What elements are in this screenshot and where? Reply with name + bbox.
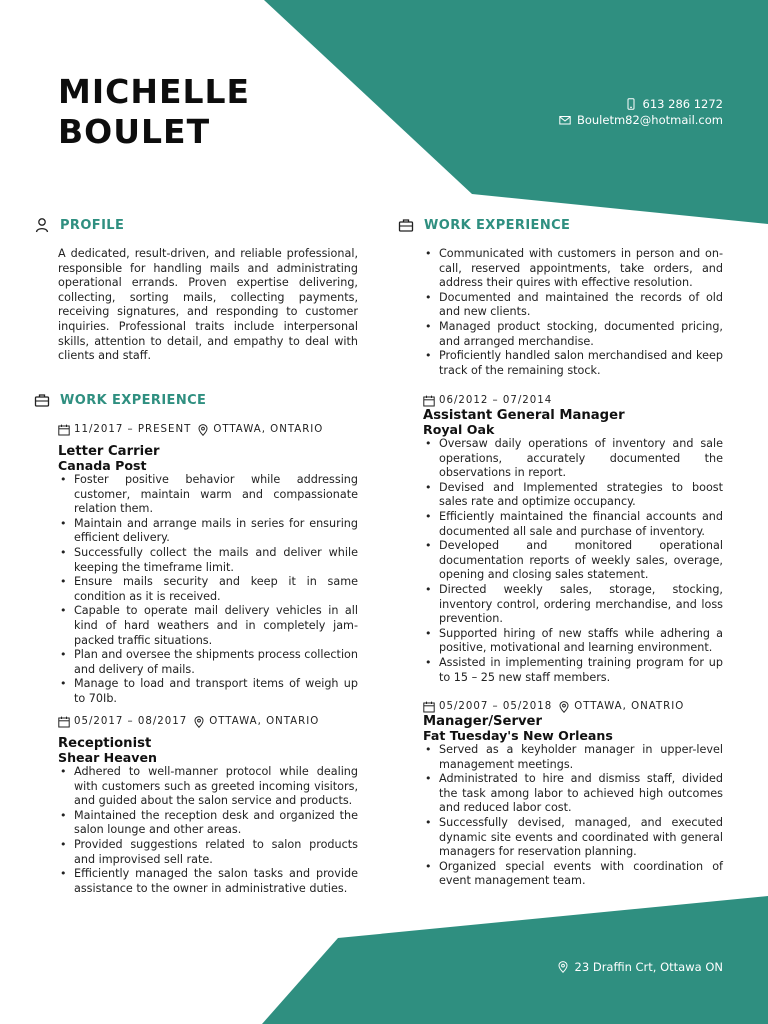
list-item: • Adhered to well-manner protocol while dealing with customers such as greeted incoming visitors, and guided about the salon service and products. — [58, 765, 358, 809]
list-item: • Assisted in implementing training program for up to 15 – 25 new staff members. — [423, 656, 723, 685]
profile-summary: A dedicated, result-driven, and reliable professional, responsible for handling mails and administrating operational errands. Proven expertise delivering, collecting, sorting mails, collecting payments, receiving signatures, and responding to customer inquiries. Professional traits include interpersonal skills, attention to detail, and empathy to deal with clients and staff. — [58, 247, 358, 363]
calendar-icon — [58, 716, 70, 728]
job-manager-server — [423, 699, 723, 889]
list-item: • Provided suggestions related to salon products and improvised sell rate. — [58, 838, 358, 867]
list-item: • Successfully devised, managed, and executed dynamic site events and coordinated with general managers for reservation planning. — [423, 816, 723, 860]
job-meta — [58, 714, 358, 729]
work-experience-heading-left — [34, 392, 206, 408]
job-location — [193, 716, 319, 728]
job-receptionist — [58, 714, 358, 896]
contact-info — [463, 96, 723, 128]
job-assistant-general-manager — [423, 393, 723, 685]
footer-address — [557, 960, 723, 974]
job-location — [197, 424, 323, 436]
job-meta — [58, 422, 358, 437]
list-item: • Administrated to hire and dismiss staff, divided the task among labor to achieved high outcomes and reduced labor cost. — [423, 772, 723, 816]
briefcase-icon — [398, 217, 414, 233]
work-experience-title-right: WORK EXPERIENCE — [424, 217, 571, 233]
calendar-icon — [423, 701, 435, 713]
email-row — [463, 112, 723, 128]
list-item: • Capable to operate mail delivery vehicles in all kind of hard weathers and in completely jam-packed traffic situations. — [58, 604, 358, 648]
work-experience-heading-right — [398, 217, 570, 233]
phone-icon — [625, 98, 637, 110]
last-name: BOULET — [58, 112, 211, 151]
job-dates: 05/2017 – 08/2017 — [74, 716, 188, 727]
job-dates: 06/2012 – 07/2014 — [439, 395, 553, 406]
list-item: • Foster positive behavior while addressing customer, maintain warm and compassionate relation them. — [58, 473, 358, 517]
job-bullets — [58, 473, 358, 707]
job-bullets — [423, 437, 723, 685]
company-name: Canada Post — [58, 458, 147, 473]
job-bullets — [423, 743, 723, 889]
location-pin-icon — [558, 701, 570, 713]
job-title: Assistant General Manager — [423, 408, 625, 423]
list-item: • Maintain and arrange mails in series for ensuring efficient delivery. — [58, 517, 358, 546]
job-dates: 05/2007 – 05/2018 — [439, 701, 553, 712]
phone-number[interactable]: 613 286 1272 — [642, 97, 723, 111]
list-item: • Devised and Implemented strategies to boost sales rate and optimize occupancy. — [423, 481, 723, 510]
job-location-text: OTTAWA, ONTARIO — [209, 716, 320, 727]
job-location-text: OTTAWA, ONTARIO — [213, 424, 324, 435]
location-pin-icon — [193, 716, 205, 728]
job-letter-carrier — [58, 422, 358, 707]
list-item: • Oversaw daily operations of inventory and sale operations, accurately documented the observations in report. — [423, 437, 723, 481]
person-icon — [34, 217, 50, 233]
list-item: • Directed weekly sales, storage, stocking, inventory control, ordering merchandise, and loss prevention. — [423, 583, 723, 627]
list-item: • Managed product stocking, documented pricing, and arranged merchandise. — [423, 320, 723, 349]
list-item: • Successfully collect the mails and deliver while keeping the timeframe limit. — [58, 546, 358, 575]
list-item: • Documented and maintained the records of old and new clients. — [423, 291, 723, 320]
first-name: MICHELLE — [58, 72, 251, 111]
job-title: Receptionist — [58, 736, 152, 751]
job-meta — [423, 393, 723, 408]
list-item: • Plan and oversee the shipments process collection and delivery of mails. — [58, 648, 358, 677]
email-icon — [559, 114, 571, 126]
job-title: Manager/Server — [423, 714, 543, 729]
work-experience-title-left: WORK EXPERIENCE — [60, 392, 207, 408]
location-pin-icon — [557, 961, 569, 973]
phone-row — [463, 96, 723, 112]
job-dates: 11/2017 – PRESENT — [74, 424, 192, 435]
profile-title: PROFILE — [60, 217, 125, 233]
address-text: 23 Draffin Crt, Ottawa ON — [574, 960, 723, 974]
company-name: Shear Heaven — [58, 750, 157, 765]
job-bullets — [58, 765, 358, 896]
list-item: • Developed and monitored operational documentation reports of weekly sales, overage, opening and closing sales statement. — [423, 539, 723, 583]
profile-heading — [34, 217, 124, 233]
list-item: • Proficiently handled salon merchandised and keep track of the remaining stock. — [423, 349, 723, 378]
list-item: • Maintained the reception desk and organized the salon lounge and other areas. — [58, 809, 358, 838]
company-name: Royal Oak — [423, 422, 495, 437]
list-item: • Efficiently maintained the financial accounts and documented all sale and purchase of inventory. — [423, 510, 723, 539]
list-item: • Ensure mails security and keep it in same condition as it is received. — [58, 575, 358, 604]
briefcase-icon — [34, 392, 50, 408]
job-meta — [423, 699, 723, 714]
continued-bullets — [423, 247, 723, 378]
list-item: • Efficiently managed the salon tasks and provide assistance to the owner in administrative duties. — [58, 867, 358, 896]
list-item: • Communicated with customers in person and on-call, reserved appointments, take orders, and address their quires with effective resolution. — [423, 247, 723, 291]
list-item: • Manage to load and transport items of weigh up to 70Ib. — [58, 677, 358, 706]
job-location — [558, 701, 684, 713]
email-address[interactable]: Bouletm82@hotmail.com — [576, 113, 723, 127]
calendar-icon — [58, 424, 70, 436]
list-item: • Supported hiring of new staffs while adhering a positive, motivational and learning environment. — [423, 627, 723, 656]
candidate-name — [58, 72, 250, 152]
calendar-icon — [423, 395, 435, 407]
location-pin-icon — [197, 424, 209, 436]
list-item: • Organized special events with coordination of event management team. — [423, 860, 723, 889]
company-name: Fat Tuesday's New Orleans — [423, 728, 613, 743]
list-item: • Served as a keyholder manager in upper-level management meetings. — [423, 743, 723, 772]
job-location-text: OTTAWA, ONATRIO — [574, 701, 685, 712]
job-title: Letter Carrier — [58, 444, 160, 459]
